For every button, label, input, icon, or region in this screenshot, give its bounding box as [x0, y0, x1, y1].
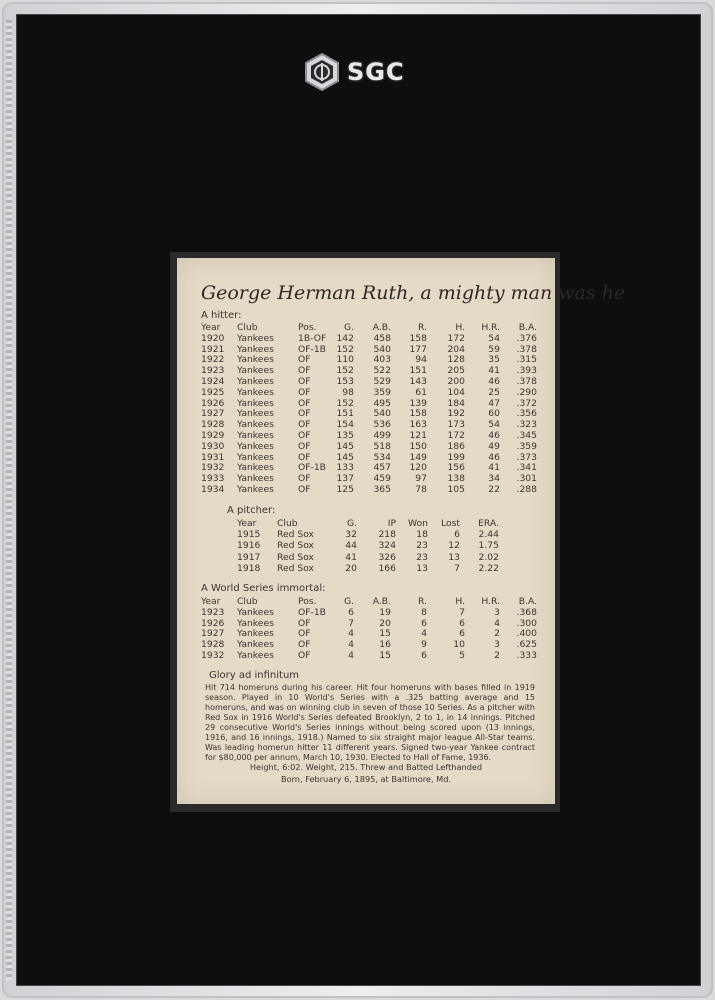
- column-header: B.A.: [518, 322, 537, 333]
- stat-cell: 1916: [237, 540, 261, 552]
- column-header: Year: [237, 518, 257, 529]
- stat-cell: 54: [488, 419, 500, 431]
- stat-cell: 199: [447, 451, 465, 463]
- stat-cell: 61: [415, 386, 427, 398]
- stat-cell: 1928: [201, 419, 225, 431]
- stat-cell: Yankees: [237, 365, 274, 377]
- stat-cell: .315: [516, 354, 537, 366]
- stat-cell: 326: [378, 551, 396, 563]
- stat-cell: OF: [298, 354, 311, 366]
- stat-cell: 139: [409, 397, 427, 409]
- stat-cell: 15: [379, 628, 391, 640]
- stat-cell: 457: [373, 462, 391, 474]
- brand-name: SGC: [347, 58, 405, 86]
- column-header: H.: [455, 596, 465, 607]
- stat-cell: 3: [494, 606, 500, 618]
- stat-cell: 49: [488, 440, 500, 452]
- stat-cell: 1934: [201, 484, 225, 495]
- stat-cell: 152: [336, 365, 354, 377]
- stat-cell: Red Sox: [277, 529, 314, 541]
- stat-cell: .333: [516, 650, 537, 661]
- stat-cell: 7: [348, 617, 354, 629]
- stat-cell: .373: [516, 451, 537, 463]
- stat-cell: 154: [336, 419, 354, 431]
- stat-cell: 46: [488, 451, 500, 463]
- stat-cell: 204: [447, 343, 465, 355]
- stat-cell: 23: [416, 551, 428, 563]
- baseball-card-back: [177, 258, 626, 804]
- stat-cell: 94: [415, 354, 427, 366]
- stat-cell: 1925: [201, 386, 225, 398]
- birth-info: Born, February 6, 1895, at Baltimore, Md.: [280, 774, 452, 784]
- stat-cell: 145: [336, 440, 354, 452]
- stat-cell: OF: [298, 376, 311, 387]
- stat-cell: 151: [336, 408, 354, 420]
- stat-cell: 142: [336, 332, 354, 344]
- stat-cell: 18: [416, 529, 428, 541]
- stat-cell: 1926: [201, 617, 225, 629]
- stat-cell: 2.44: [478, 529, 499, 541]
- stat-cell: Yankees: [237, 639, 274, 651]
- stat-cell: 1B-OF: [298, 332, 327, 344]
- stat-cell: 200: [447, 376, 465, 387]
- stat-cell: 186: [447, 440, 465, 452]
- stat-cell: 529: [373, 376, 391, 387]
- stat-cell: Yankees: [237, 484, 274, 495]
- stat-cell: 41: [488, 462, 500, 474]
- stat-cell: 143: [409, 376, 427, 387]
- column-header: A.B.: [372, 596, 391, 607]
- stat-cell: Yankees: [237, 440, 274, 452]
- stat-cell: OF: [298, 639, 311, 651]
- column-header: H.R.: [481, 322, 500, 333]
- stat-cell: 536: [373, 419, 391, 431]
- stat-cell: 149: [409, 451, 427, 463]
- stat-cell: .625: [516, 639, 537, 651]
- stat-cell: 1926: [201, 397, 225, 409]
- stat-cell: 6: [459, 628, 465, 640]
- stat-cell: 172: [447, 430, 465, 441]
- stat-cell: 192: [447, 408, 465, 420]
- column-header: Lost: [441, 518, 460, 529]
- stat-cell: 1933: [201, 473, 225, 485]
- stat-cell: OF-1B: [298, 462, 326, 474]
- stat-cell: OF: [298, 430, 311, 441]
- column-header: ERA.: [478, 518, 499, 529]
- stat-cell: 3: [494, 639, 500, 651]
- stat-cell: 540: [373, 408, 391, 420]
- stat-cell: OF: [298, 440, 311, 452]
- stat-cell: 6: [421, 617, 427, 629]
- stat-cell: 205: [447, 365, 465, 377]
- column-header: R.: [418, 322, 427, 333]
- stat-cell: 138: [447, 473, 465, 485]
- slab-edge-ridges: [6, 20, 12, 980]
- stat-cell: 6: [454, 529, 460, 541]
- stat-cell: Yankees: [237, 419, 274, 431]
- stat-cell: OF: [298, 451, 311, 463]
- stat-cell: 133: [336, 462, 354, 474]
- card-title: George Herman Ruth, a mighty man was he: [201, 282, 626, 304]
- column-header: G.: [343, 596, 354, 607]
- stat-cell: 1930: [201, 440, 225, 452]
- stat-cell: .378: [516, 376, 537, 387]
- stat-cell: 9: [421, 639, 427, 651]
- stat-cell: 20: [345, 562, 357, 574]
- stat-cell: 46: [488, 430, 500, 441]
- stat-cell: 59: [488, 343, 500, 355]
- career-summary: Hit 714 homeruns during his career. Hit four homeruns with bases filled in 1919 season. Played in 10 World's Series with a .325 batting average and 15 homeruns, and was on winning club in seven of those 10 Series. As a pitcher with Red Sox in 1916 World's Series defeated Brooklyn, 2 to 1, in 14 innings. Pitched 29 consecutive World's Series innings without being scored upon (13 innings, 1916, and 16 innings, 1918.) Named to six straight major league All-Star teams. Was leading homerun hitter 11 different years. Signed two-year Yankee contract for $80,000 per annum, March 10, 1930. Elected to Hall of Fame, 1936.: [205, 683, 535, 762]
- stat-cell: 20: [379, 617, 391, 629]
- stat-cell: Yankees: [237, 473, 274, 485]
- stat-cell: 365: [373, 484, 391, 495]
- column-header: G.: [346, 518, 357, 529]
- stat-cell: 2.22: [478, 562, 499, 574]
- stat-cell: 1924: [201, 376, 225, 387]
- stat-cell: 1927: [201, 628, 225, 640]
- stat-cell: 156: [447, 462, 465, 474]
- stat-cell: 128: [447, 354, 465, 366]
- stat-cell: 1920: [201, 332, 225, 344]
- stat-cell: 121: [409, 430, 427, 441]
- stat-cell: Yankees: [237, 451, 274, 463]
- stat-cell: 1927: [201, 408, 225, 420]
- sgc-hexagon-icon: [303, 52, 341, 92]
- stat-cell: Yankees: [237, 354, 274, 366]
- stat-cell: .345: [516, 430, 537, 441]
- stat-cell: 32: [345, 529, 357, 541]
- stat-cell: 97: [415, 473, 427, 485]
- sgc-logo: [303, 52, 405, 92]
- stat-cell: 137: [336, 473, 354, 485]
- stat-cell: OF: [298, 386, 311, 398]
- stat-cell: 13: [416, 562, 428, 574]
- stat-cell: .378: [516, 343, 537, 355]
- stat-cell: OF: [298, 365, 311, 377]
- stat-cell: Yankees: [237, 376, 274, 387]
- stat-cell: 1922: [201, 354, 225, 366]
- stat-cell: 41: [345, 551, 357, 563]
- stat-cell: OF: [298, 397, 311, 409]
- stat-cell: .376: [516, 332, 537, 344]
- stat-cell: 104: [447, 386, 465, 398]
- stat-cell: 1918: [237, 562, 261, 574]
- stat-cell: 34: [488, 473, 500, 485]
- stat-cell: 6: [459, 617, 465, 629]
- stat-cell: 152: [336, 397, 354, 409]
- stat-cell: .288: [516, 484, 537, 495]
- stat-cell: 495: [373, 397, 391, 409]
- column-header: Club: [237, 596, 258, 607]
- stat-cell: 534: [373, 451, 391, 463]
- stat-cell: 120: [409, 462, 427, 474]
- stat-cell: 1.75: [478, 540, 499, 552]
- column-header: A.B.: [372, 322, 391, 333]
- stat-cell: 7: [459, 606, 465, 618]
- hitter-heading: A hitter:: [201, 310, 242, 321]
- stat-cell: .341: [516, 462, 537, 474]
- stat-cell: 172: [447, 332, 465, 344]
- stat-cell: 15: [379, 650, 391, 661]
- stat-cell: 458: [373, 332, 391, 344]
- column-header: H.: [455, 322, 465, 333]
- column-header: Pos.: [298, 322, 317, 333]
- stat-cell: .393: [516, 365, 537, 377]
- stat-cell: 1917: [237, 551, 261, 563]
- stat-cell: 218: [378, 529, 396, 541]
- stat-cell: 152: [336, 343, 354, 355]
- physical-stats: Height, 6:02. Weight, 215. Threw and Batted Lefthanded: [249, 762, 483, 772]
- stat-cell: 54: [488, 332, 500, 344]
- stat-cell: Yankees: [237, 617, 274, 629]
- stat-cell: 522: [373, 365, 391, 377]
- stat-cell: 105: [447, 484, 465, 495]
- stat-cell: 13: [448, 551, 460, 563]
- stat-cell: 2: [494, 628, 500, 640]
- stat-cell: 151: [409, 365, 427, 377]
- stat-cell: Red Sox: [277, 562, 314, 574]
- column-header: R.: [418, 596, 427, 607]
- stat-cell: 158: [409, 408, 427, 420]
- stat-cell: 22: [488, 484, 500, 495]
- stat-cell: Yankees: [237, 606, 274, 618]
- stat-cell: 4: [348, 639, 354, 651]
- column-header: Pos.: [298, 596, 317, 607]
- stat-cell: 459: [373, 473, 391, 485]
- stat-cell: 177: [409, 343, 427, 355]
- column-header: H.R.: [481, 596, 500, 607]
- column-header: Year: [201, 596, 221, 607]
- column-header: B.A.: [518, 596, 537, 607]
- stat-cell: 25: [488, 386, 500, 398]
- stat-cell: 166: [378, 562, 396, 574]
- stat-cell: .400: [516, 628, 537, 640]
- column-header: Club: [277, 518, 298, 529]
- stat-cell: 10: [453, 639, 465, 651]
- stat-cell: 145: [336, 451, 354, 463]
- stat-cell: 2: [494, 650, 500, 661]
- column-header: Won: [408, 518, 428, 529]
- stat-cell: 125: [336, 484, 354, 495]
- stat-cell: Yankees: [237, 343, 274, 355]
- stat-cell: 16: [379, 639, 391, 651]
- stat-cell: 1932: [201, 462, 225, 474]
- stat-cell: 46: [488, 376, 500, 387]
- stat-cell: 60: [488, 408, 500, 420]
- stat-cell: 1931: [201, 451, 225, 463]
- stat-cell: 403: [373, 354, 391, 366]
- stat-cell: 184: [447, 397, 465, 409]
- stat-cell: .301: [516, 473, 537, 485]
- column-header: G.: [343, 322, 354, 333]
- stat-cell: 2.02: [478, 551, 499, 563]
- stat-cell: 499: [373, 430, 391, 441]
- stat-cell: OF-1B: [298, 606, 326, 618]
- stat-cell: OF: [298, 408, 311, 420]
- stat-cell: OF: [298, 650, 311, 661]
- stat-cell: Yankees: [237, 462, 274, 474]
- stat-cell: 47: [488, 397, 500, 409]
- stat-cell: Yankees: [237, 332, 274, 344]
- stat-cell: Red Sox: [277, 551, 314, 563]
- stat-cell: OF: [298, 617, 311, 629]
- stat-cell: 135: [336, 430, 354, 441]
- stat-cell: 4: [421, 628, 427, 640]
- stat-cell: Yankees: [237, 386, 274, 398]
- stat-cell: 12: [448, 540, 460, 552]
- stat-cell: 1923: [201, 606, 225, 618]
- stat-cell: Yankees: [237, 650, 274, 661]
- stat-cell: .300: [516, 617, 537, 629]
- stat-cell: 173: [447, 419, 465, 431]
- stat-cell: 153: [336, 376, 354, 387]
- stat-cell: 44: [345, 540, 357, 552]
- stat-cell: 1921: [201, 343, 225, 355]
- stat-cell: 150: [409, 440, 427, 452]
- stat-cell: OF-1B: [298, 343, 326, 355]
- stat-cell: 5: [459, 650, 465, 661]
- glory-heading: Glory ad infinitum: [209, 670, 300, 681]
- stat-cell: 163: [409, 419, 427, 431]
- stat-cell: .356: [516, 408, 537, 420]
- stat-cell: .368: [516, 606, 537, 618]
- stat-cell: 359: [373, 386, 391, 398]
- stat-cell: 19: [379, 606, 391, 618]
- stat-cell: 8: [421, 606, 427, 618]
- stat-cell: 158: [409, 332, 427, 344]
- stat-cell: OF: [298, 628, 311, 640]
- stat-cell: OF: [298, 473, 311, 485]
- world-series-heading: A World Series immortal:: [201, 583, 326, 594]
- stat-cell: 41: [488, 365, 500, 377]
- stat-cell: 23: [416, 540, 428, 552]
- stat-cell: .323: [516, 419, 537, 431]
- stat-cell: 110: [336, 354, 354, 366]
- stat-cell: 4: [348, 628, 354, 640]
- stat-cell: 6: [348, 606, 354, 618]
- column-header: IP: [387, 518, 396, 529]
- stat-cell: 1929: [201, 430, 225, 441]
- pitcher-heading: A pitcher:: [227, 505, 276, 516]
- stat-cell: 1923: [201, 365, 225, 377]
- stat-cell: 7: [454, 562, 460, 574]
- stat-cell: 324: [378, 540, 396, 552]
- stat-cell: .290: [516, 386, 537, 398]
- stat-cell: 1915: [237, 529, 261, 541]
- stat-cell: Red Sox: [277, 540, 314, 552]
- stat-cell: OF: [298, 484, 311, 495]
- stat-cell: 98: [342, 386, 354, 398]
- stat-cell: .372: [516, 397, 537, 409]
- column-header: Club: [237, 322, 258, 333]
- stat-cell: 35: [488, 354, 500, 366]
- stat-cell: 4: [348, 650, 354, 661]
- stat-cell: 78: [415, 484, 427, 495]
- column-header: Year: [201, 322, 221, 333]
- stat-cell: OF: [298, 419, 311, 431]
- stat-cell: Yankees: [237, 430, 274, 441]
- stat-cell: Yankees: [237, 408, 274, 420]
- stat-cell: 4: [494, 617, 500, 629]
- stat-cell: 6: [421, 650, 427, 661]
- stat-cell: 518: [373, 440, 391, 452]
- stat-cell: 1928: [201, 639, 225, 651]
- stat-cell: 540: [373, 343, 391, 355]
- stat-cell: Yankees: [237, 397, 274, 409]
- stat-cell: Yankees: [237, 628, 274, 640]
- stat-cell: 1932: [201, 650, 225, 661]
- stat-cell: .359: [516, 440, 537, 452]
